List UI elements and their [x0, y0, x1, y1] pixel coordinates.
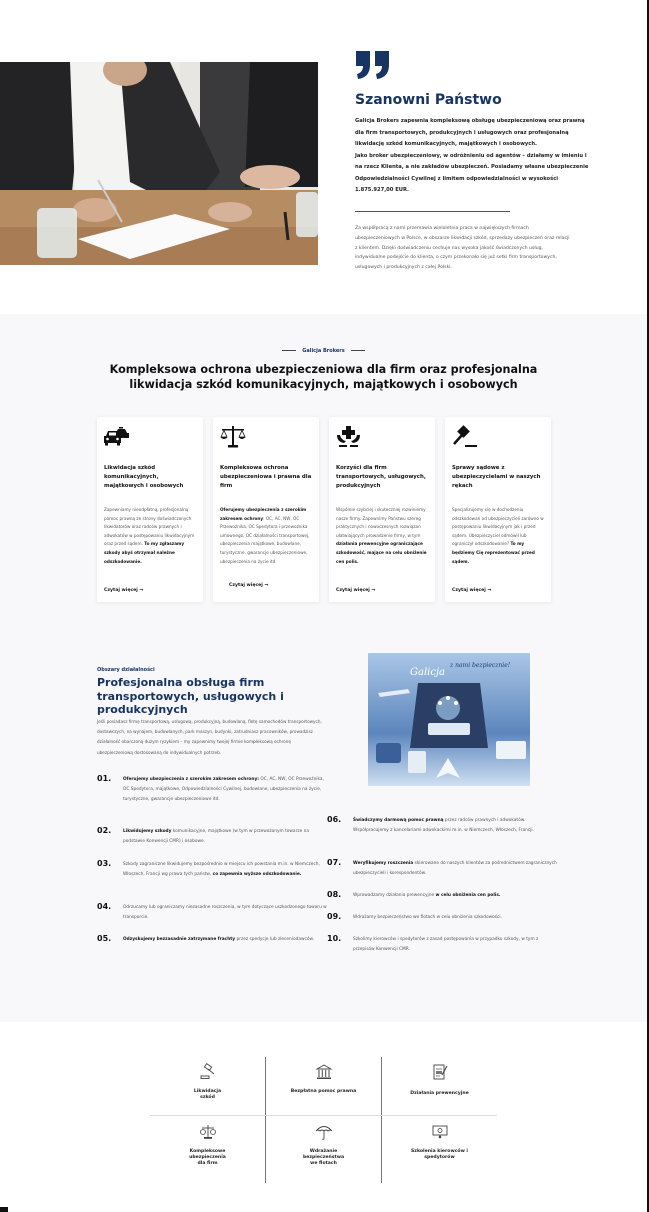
- feature-label: Szkolenia kierowców i spedytorów: [410, 1149, 468, 1161]
- section-title: Kompleksowa ochrona ubezpieczeniowa dla firm oraz profesjonalna likwidacja szkód komunikacyjnych, majątkowych i osobowych: [109, 363, 538, 391]
- item-emphasis: Oferujemy ubezpieczenia z szerokim zakresem ochrony:: [123, 776, 259, 782]
- service-card-claims: [97, 417, 203, 602]
- intro-line: Odpowiedzialności Cywilnej z limitem odpowiedzialności w wysokości: [355, 175, 559, 182]
- card-description: [336, 506, 430, 566]
- intro-line: Galicja Brokers zapewnia kompleksową obsługę ubezpieczeniową oraz prawną: [355, 118, 585, 124]
- hands-care-icon: [336, 425, 362, 449]
- item-body: Wdrażamy bezpieczeństwo we flotach w celu obniżenia szkodowości.: [353, 914, 502, 920]
- item-number: 10.: [327, 934, 342, 943]
- read-more-link[interactable]: Czytaj więcej →: [452, 588, 492, 593]
- card-description: [220, 506, 314, 566]
- area-item: [97, 774, 327, 805]
- feature-label: Działania prewencyjne: [410, 1091, 469, 1096]
- eyebrow-line-right: [351, 350, 365, 351]
- item-text: [353, 890, 501, 901]
- item-body: OC, AC, NW, OC Przewoźnika, OC Spedytora, majątkowe, Odpowiedzialności Cywilnej, budowlane, ubezpieczenia na życie, turystyczne, gwarancje ubezpieczeniowe itd.: [123, 776, 324, 802]
- training-board-icon: [431, 1123, 449, 1141]
- item-text: [353, 858, 557, 879]
- item-text: [353, 934, 557, 955]
- card-title: Kompleksowa ochrona ubezpieczeniowa i prawna dla firm: [220, 465, 312, 490]
- item-emphasis: Odzyskujemy bezzasadnie zatrzymane frachty: [123, 936, 236, 942]
- item-number: 02.: [97, 826, 112, 835]
- item-emphasis: w celu obniżenia cen polis.: [435, 892, 501, 898]
- read-more-link[interactable]: Czytaj więcej →: [229, 583, 269, 588]
- gavel-icon: [452, 425, 478, 449]
- experience-line: Za współpracą z nami przemawia wieloletnia praca w największych firmach: [355, 226, 529, 231]
- gavel-outline-icon: [199, 1063, 217, 1081]
- item-number: 04.: [97, 902, 112, 911]
- area-item: [97, 902, 327, 923]
- areas-intro: Jeśli posiadasz firmę transportową, usługową, produkcyjną, budowlaną, flotę samochodów transportowych, dostawczych, na wynajem, budowlanych, park maszyn, budynki, zatrudniasz pracowników, prowadzisz działalność obarczoną dużym ryzykiem – my zapewnimy twojej firmie kompleksową ochronę ubezpieczeniową dostosowaną do indywidualnych potrzeb.: [97, 719, 322, 755]
- item-body: przez radców prawnych i adwokatów. Współpracujemy z kancelariami adwokackimi m.in. w Niemczech, Włoszech, Francji.: [353, 817, 534, 833]
- intro-section: [0, 0, 647, 314]
- feature-training: [382, 1123, 497, 1161]
- card-title: Korzyści dla firm transportowych, usługowych, produkcyjnych: [336, 465, 426, 490]
- feature-comprehensive-insurance: [150, 1123, 265, 1168]
- feature-label: Bezpłatna pomoc prawna: [290, 1089, 357, 1094]
- scales-icon: [220, 425, 246, 449]
- item-emphasis: Weryfikujemy roszczenia: [353, 860, 414, 866]
- item-body: Szkolimy kierowców i spedytorów z zasad postępowania w przypadku szkody, w tym z przepisów Konwencji CMR.: [353, 936, 539, 952]
- card-text-emphasis: działania prewencyjne ograniczające szkodowość, mające na celu obniżenie cen polis.: [336, 541, 427, 564]
- intro-line: Jako broker ubezpieczeniowy, w odróżnieniu od agentów – działamy w imieniu i: [355, 152, 587, 159]
- read-more-link[interactable]: Czytaj więcej →: [104, 588, 144, 593]
- grid-divider: [150, 1115, 497, 1116]
- card-text-emphasis: To my będziemy Cię reprezentować przed sądem.: [452, 541, 535, 564]
- item-number: 08.: [327, 890, 342, 899]
- feature-fleet-safety: [266, 1123, 381, 1168]
- item-number: 06.: [327, 815, 342, 824]
- intro-paragraph: [355, 116, 595, 197]
- item-text: [123, 826, 327, 847]
- item-body: Szkody zagraniczne likwidujemy bezpośrednio w miejscu ich powstania m.in. w Niemczech, Włoszech, Francji wg prawa tych państw,: [123, 861, 320, 877]
- item-body: przez spedycje lub zleceniodawców.: [235, 936, 314, 942]
- areas-title: Profesjonalna obsługa firm transportowych, usługowych i produkcyjnych: [97, 676, 284, 716]
- service-card-insurance: [213, 417, 319, 602]
- item-number: 07.: [327, 858, 342, 867]
- svg-text:z nami bezpiecznie!: z nami bezpiecznie!: [450, 662, 511, 669]
- corner-marker: [0, 1207, 8, 1212]
- item-number: 03.: [97, 859, 112, 868]
- item-emphasis: Świadczymy darmową pomoc prawną: [353, 817, 444, 823]
- feature-label: Kompleksowe ubezpieczenia dla firm: [189, 1149, 226, 1167]
- card-text: Zapewniamy nieodpłatną, profesjonalną pomoc prawną ze strony doświadczonych likwidatorów oraz radców prawnych i adwokatów w postępowaniu likwidacyjnym oraz przed sądem.: [104, 507, 195, 547]
- feature-label: Wdrażanie bezpieczeństwa we flotach: [302, 1149, 345, 1167]
- divider: [355, 211, 510, 212]
- card-description: [452, 506, 546, 566]
- item-number: 05.: [97, 934, 112, 943]
- areas-eyebrow: Obszary działalności: [97, 667, 155, 673]
- bank-building-icon: [315, 1063, 333, 1081]
- item-body: Wprowadzamy działania prewencyjne: [353, 892, 436, 898]
- item-text: [123, 902, 327, 923]
- experience-paragraph: [355, 224, 595, 273]
- card-description: [104, 506, 198, 566]
- experience-line: z klientem. Dzięki doświadczeniu cechuje nas wysoka jakość świadczonych usług,: [355, 245, 543, 251]
- area-item: [327, 890, 557, 901]
- card-text: Specjalizujemy się w dochodzeniu odszkodowań od ubezpieczycieli zarówno w postępowaniu likwidacyjnym jak i przed sądem. Ubezpieczyciel odmówił lub ograniczył odszkodowanie?: [452, 507, 544, 547]
- area-item: [97, 934, 327, 945]
- area-item: [327, 934, 557, 955]
- item-text: [123, 934, 314, 945]
- area-item: [327, 815, 557, 836]
- umbrella-icon: [315, 1123, 333, 1141]
- experience-line: indywidualne podejście do klienta, o czym przekonało się już setki firm transportowych,: [355, 255, 557, 261]
- section-eyebrow: [0, 348, 647, 354]
- quote-icon: [355, 50, 391, 80]
- card-text-emphasis: Oferujemy ubezpieczenia z szerokim zakresem ochrony: [220, 507, 307, 521]
- scales-outline-icon: [199, 1123, 217, 1141]
- item-text: [353, 815, 557, 836]
- item-text: [123, 859, 327, 880]
- service-card-court: [445, 417, 551, 602]
- area-item: [97, 859, 327, 880]
- intro-line: dla firm transportowych, produkcyjnych i usługowych oraz profesjonalną: [355, 129, 569, 136]
- item-emphasis: Likwidujemy szkody: [123, 828, 172, 834]
- feature-legal-aid: [266, 1063, 381, 1095]
- svg-text:Galicja: Galicja: [410, 667, 446, 678]
- card-text: Wspólnie szybciej i skuteczniej rozwiniemy nasze firmy. Zapewnimy Państwu szereg praktycznych i nowoczesnych rozwiązań ułatwiających prowadzenie firmy, w tym: [336, 507, 426, 538]
- item-text: [353, 912, 502, 923]
- item-number: 01.: [97, 774, 112, 783]
- intro-line: na rzecz Klienta, a nie zakładów ubezpieczeń. Posiadamy własne ubezpieczenie: [355, 164, 589, 170]
- card-title: Sprawy sądowe z ubezpieczycielami w naszych rękach: [452, 465, 541, 490]
- item-body: komunikacyjne, majątkowe (w tym w przewożonym towarze na podstawie Konwencji CMR) i osobowe.: [123, 828, 309, 844]
- eyebrow-line-left: [282, 350, 296, 351]
- features-grid: [150, 1057, 497, 1183]
- feature-prevention: [382, 1063, 497, 1097]
- eyebrow-label: Galicja Brokers: [302, 348, 345, 354]
- galicja-promo-image: [368, 653, 530, 786]
- item-body: Odrzucamy lub ograniczamy niezasadne roszczenia, w tym dotyczące uszkodzonego towaru w transporcie.: [123, 904, 327, 920]
- item-emphasis: co zapewnia wyższe odszkodowanie.: [212, 871, 302, 877]
- item-number: 09.: [327, 912, 342, 921]
- area-item: [327, 912, 557, 923]
- card-text: : OC, AC, NW, OC Przewoźnika, OC Spedytora i przewoźnika umownego, OC działalności transportowej, ubezpieczenia majątkowe, budowlane, turystyczne, gwarancje ubezpieczeniowe, ubezpieczenia na życie itd.: [220, 515, 310, 564]
- feature-claims: [150, 1063, 265, 1101]
- read-more-link[interactable]: Czytaj więcej →: [336, 588, 376, 593]
- item-text: [123, 774, 327, 805]
- area-item: [97, 826, 327, 847]
- experience-line: ubezpieczeniowych w Polsce, w obszarze likwidacji szkód, sprzedaży ubezpieczeń oraz relacji: [355, 235, 570, 241]
- card-text-emphasis: To my zgłaszamy szkody abyś otrzymał należne odszkodowanie.: [104, 541, 185, 564]
- card-title: Likwidacja szkód komunikacyjnych, majątkowych i osobowych: [104, 465, 184, 490]
- car-crash-icon: [104, 425, 130, 449]
- intro-line: likwidację szkód komunikacyjnych, majątkowych i osobowych.: [355, 141, 537, 147]
- experience-line: usługowych i produkcyjnych z całej Polski.: [355, 265, 452, 271]
- feature-label: Likwidacja szkód: [193, 1089, 222, 1101]
- service-card-benefits: [329, 417, 435, 602]
- item-body: skierowane do naszych klientów za pośrednictwem zagranicznych ubezpieczycieli i korespondentów.: [353, 860, 557, 876]
- area-item: [327, 858, 557, 879]
- hero-photo-contract-signing: [0, 62, 318, 265]
- intro-line: 1.875.927,00 EUR.: [355, 187, 410, 193]
- document-pen-icon: [431, 1063, 449, 1081]
- services-section: [0, 314, 647, 1022]
- page-title: Szanowni Państwo: [355, 92, 502, 108]
